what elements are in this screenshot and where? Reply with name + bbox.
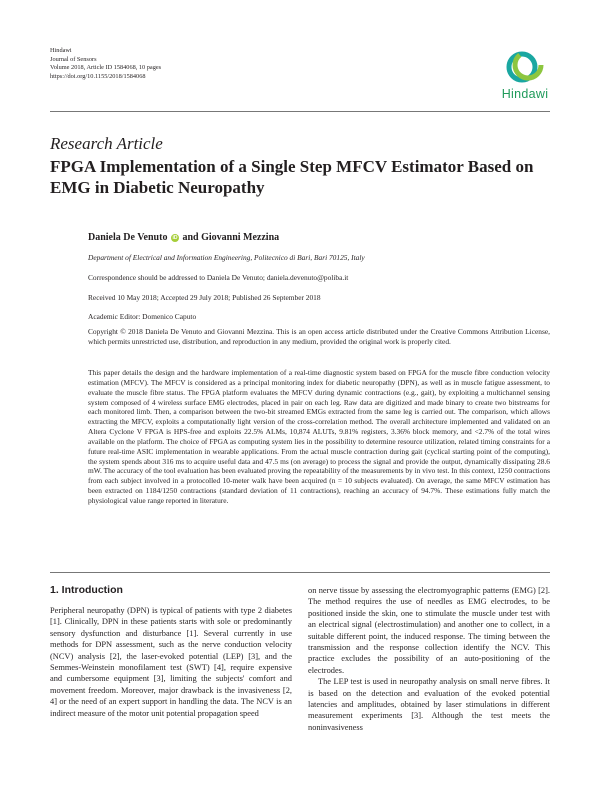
paragraph: The LEP test is used in neuropathy analysis on small nerve fibres. It is based on the detection and evaluation of the evoked potential latencies and amplitudes, obtained by laser stimulations in different measurement experiments [3]. Although the test meets the noninvasiveness: [308, 677, 550, 732]
paragraph: on nerve tissue by assessing the electromyographic patterns (EMG) [2]. The method requires the use of needles as EMG electrodes, to be positioned inside the skin, one to stimulate the muscle under test with an electrical signal (electrostimulation) and another one to collect, in a suitable different point, the induced response. The timing between the transmission and the response collection identify the NCV. This practice excludes the possibility of an auto-positioning of the electrodes.: [308, 586, 550, 675]
abstract: This paper details the design and the hardware implementation of a real-time diagnostic system based on FPGA for the muscle fibre conduction velocity estimation (MFCV). The MFCV is considered as a principal monitoring index for diabetic neuropathy (DPN), as well as in muscle fatigue assessment, to evaluate the muscle fibre status. The FPGA platform evaluates the MFCV during dynamic contractions (e.g., gait), by exploiting a multichannel sensing system composed of 4 wireless surface EMG electrodes, placed in pair on each leg. Raw data are digitized and made binary to create two bitstreams for each monitored limb. Then, a comparison between the two-bit streamed EMGs extracted from the same leg is carried out. The comparison, which allows extracting the MFCV, exploits a computationally light version of the cross-correlation method. The overall architecture implemented and validated on an Altera Cyclone V FPGA is HPS-free and exploits 22.5% ALMs, 10,874 ALUTs, 9.81% registers, 3.36% block memory, and <2.7% of the total wires available on the platform. The choice of FPGA as computing system lies in the possibility to determine resource utilization, related timing constraints for a future real-time ASIC implementation in wearable applications. From the actual muscle contraction during gait (cyclical starting point of the computing), the system spends about 316 ms to acquire useful data and 47.5 ms (on average) to process the signal and provide the output, dynamically dissipating 28.6 mW. The accuracy of the tool evaluation has been evaluated proving the repeatability of the measurements by in vivo test. In this context, 1250 contractions from each subject involved in a protocolled 10-meter walk have been acquired (n = 10 subjects evaluated). On average, the same MFCV estimation has been extracted on 1184/1250 contractions (standard deviation of 11 contractions), reaching an accuracy of 94.7%. These estimations fully match the physiological value range reported in literature.: [88, 368, 550, 505]
section-heading: 1. Introduction: [50, 584, 123, 596]
academic-editor: Academic Editor: Domenico Caputo: [88, 312, 197, 321]
volume-info: Volume 2018, Article ID 1584068, 10 pages: [50, 64, 162, 72]
publication-dates: Received 10 May 2018; Accepted 29 July 2018; Published 26 September 2018: [88, 293, 321, 302]
correspondence: Correspondence should be addressed to Daniela De Venuto; daniela.devenuto@poliba.it: [88, 273, 349, 282]
column-left: [50, 605, 292, 719]
copyright-notice: Copyright © 2018 Daniela De Venuto and Giovanni Mezzina. This is an open access article distributed under the Creative Commons Attribution License, which permits unrestricted use, distribution, and reproduction in any medium, provided the original work is properly cited.: [88, 327, 550, 346]
paragraph: Peripheral neuropathy (DPN) is typical of patients with type 2 diabetes [1]. Clinically, DPN in these patients starts with sole or predominantly sensory dysfunction and disturbance [1]. Several currently in use methods for DPN assessment, such as the nerve conduction velocity (NCV) analysis [2], the laser-evoked potential (LEP) [3], and the Semmes-Weinstein monofilament test (SWT) [4], require expensive and cumbersome equipment [3], limiting the subjects' comfort and movement freedom. Moreover, major drawback is the invasiveness [2, 4] or the need of an expert support in handling the data. The NCV is an indirect measure of the motor unit potential propagation speed: [50, 606, 292, 718]
hindawi-rings-icon: [503, 44, 547, 88]
publisher-name: Hindawi: [50, 47, 72, 54]
header-divider: [50, 111, 550, 112]
abstract-divider: [50, 572, 550, 573]
orcid-icon[interactable]: iD: [172, 235, 178, 241]
author-2[interactable]: and Giovanni Mezzina: [182, 232, 280, 243]
logo-wordmark: Hindawi: [501, 87, 549, 101]
column-right: [308, 585, 550, 733]
journal-name: Journal of Sensors: [50, 55, 97, 63]
author-1[interactable]: Daniela De Venuto: [88, 232, 168, 243]
hindawi-logo: [495, 44, 555, 106]
article-title: FPGA Implementation of a Single Step MFCV Estimator Based on EMG in Diabetic Neuropathy: [50, 157, 534, 197]
journal-meta: [50, 47, 161, 81]
affiliation: Department of Electrical and Information Engineering, Politecnico di Bari, Bari 70125, Italy: [88, 253, 365, 262]
article-type: Research Article: [50, 134, 163, 153]
doi-link[interactable]: https://doi.org/10.1155/2018/1584068: [50, 72, 146, 80]
author-list: [88, 232, 279, 243]
